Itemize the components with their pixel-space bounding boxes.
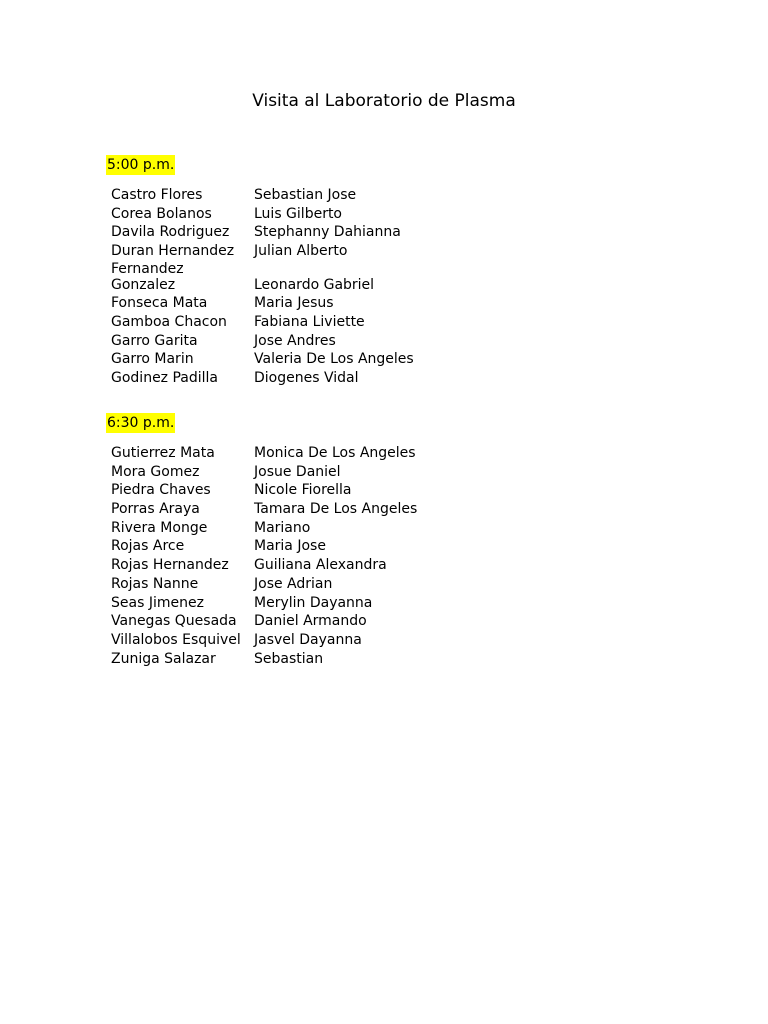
student-last-name: Porras Araya <box>111 501 200 518</box>
student-first-name: Luis Gilberto <box>254 205 342 222</box>
student-first-name: Jose Andres <box>254 332 336 349</box>
student-last-name: Garro Garita <box>111 332 198 349</box>
student-last-name: Zuniga Salazar <box>111 650 216 667</box>
student-first-name: Tamara De Los Angeles <box>254 501 418 518</box>
student-last-name: Fernandez Gonzalez <box>111 260 184 294</box>
student-last-name: Rivera Monge <box>111 519 208 536</box>
student-last-name: Gamboa Chacon <box>111 313 227 330</box>
student-first-name: Jose Adrian <box>254 575 333 592</box>
page-title: Visita al Laboratorio de Plasma <box>252 91 516 111</box>
student-first-name: Stephanny Dahianna <box>254 224 401 241</box>
student-last-name: Davila Rodriguez <box>111 224 230 241</box>
student-first-name: Sebastian Jose <box>254 187 357 203</box>
student-first-name: Maria Jose <box>254 538 326 555</box>
student-first-name: Fabiana Liviette <box>254 313 365 330</box>
student-last-name: Duran Hernandez <box>111 243 235 260</box>
student-first-name: Sebastian <box>254 650 324 667</box>
student-last-name: Rojas Hernandez <box>111 557 229 574</box>
student-last-name: Godinez Padilla <box>111 370 219 386</box>
student-first-name: Merylin Dayanna <box>254 594 373 611</box>
student-last-name: Corea Bolanos <box>111 205 212 222</box>
student-first-name: Diogenes Vidal <box>254 370 359 386</box>
student-last-name: Vanegas Quesada <box>111 613 237 630</box>
student-last-name: Gutierrez Mata <box>111 445 215 461</box>
student-first-name: Leonardo Gabriel <box>254 276 375 293</box>
student-first-name: Guiliana Alexandra <box>254 557 387 574</box>
session-time-label: 5:00 p.m. <box>107 157 175 173</box>
student-last-name: Rojas Arce <box>111 538 185 555</box>
student-last-name: Rojas Nanne <box>111 575 199 592</box>
session-time-label: 6:30 p.m. <box>107 415 175 431</box>
student-first-name: Daniel Armando <box>254 613 367 630</box>
student-last-name: Mora Gomez <box>111 463 200 480</box>
student-first-name: Jasvel Dayanna <box>254 631 362 648</box>
student-first-name: Julian Alberto <box>254 243 348 260</box>
student-last-name: Fonseca Mata <box>111 295 208 312</box>
student-first-name: Monica De Los Angeles <box>254 445 416 461</box>
student-first-name: Nicole Fiorella <box>254 482 352 499</box>
student-last-name: Castro Flores <box>111 187 203 203</box>
student-last-name: Seas Jimenez <box>111 594 204 611</box>
student-first-name: Maria Jesus <box>254 295 334 312</box>
student-first-name: Mariano <box>254 519 311 536</box>
student-first-name: Josue Daniel <box>254 463 341 480</box>
student-last-name: Villalobos Esquivel <box>111 631 241 648</box>
student-first-name: Valeria De Los Angeles <box>254 351 414 368</box>
student-last-name: Piedra Chaves <box>111 482 211 499</box>
student-last-name: Garro Marin <box>111 351 194 368</box>
